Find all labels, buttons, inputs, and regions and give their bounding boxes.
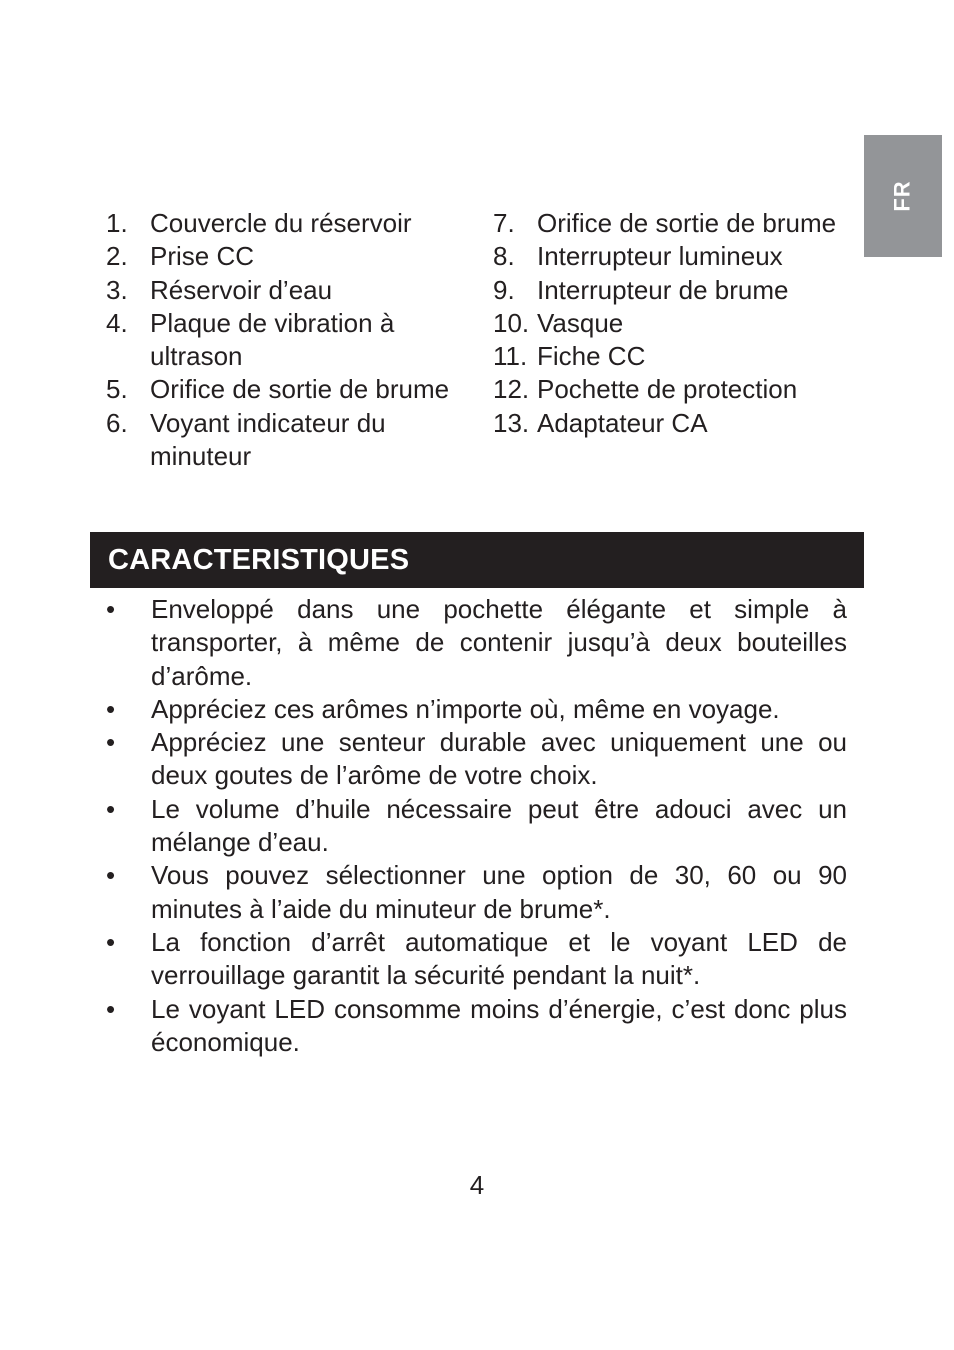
item-label: Interrupteur lumineux <box>537 241 783 272</box>
feature-text: Le volume d’huile nécessaire peut être adouci avec un mélange d’eau. <box>151 793 847 858</box>
list-item <box>106 373 476 406</box>
list-item <box>106 726 847 793</box>
parts-list-right <box>493 207 853 440</box>
item-label: Vasque <box>537 307 624 338</box>
list-item <box>493 274 853 307</box>
item-number: 9. <box>493 274 515 305</box>
item-label: Pochette de protection <box>537 374 798 405</box>
bullet-icon: • <box>106 860 116 891</box>
item-label: Fiche CC <box>537 341 646 372</box>
list-item <box>106 793 847 860</box>
item-label: Orifice de sortie de brume <box>537 208 837 238</box>
bullet-icon: • <box>106 993 116 1024</box>
item-number: 6. <box>106 407 128 438</box>
list-item <box>106 207 476 240</box>
feature-text: Appréciez une senteur durable avec uniquement une ou deux goutes de l’arôme de votre choix. <box>151 727 847 791</box>
feature-text: Le voyant LED consomme moins d’énergie, c’est donc plus économique. <box>151 993 847 1057</box>
list-item <box>493 340 853 373</box>
list-item <box>493 373 853 406</box>
list-item <box>106 593 847 693</box>
item-label: Prise CC <box>150 241 255 272</box>
item-number: 11. <box>493 341 528 372</box>
item-number: 8. <box>493 241 515 272</box>
list-item <box>106 274 476 307</box>
feature-text: Enveloppé dans une pochette élégante et simple à transporter, à même de contenir jusqu’à deux bouteilles d’arôme. <box>151 594 847 691</box>
bullet-icon: • <box>106 727 116 758</box>
feature-text: Vous pouvez sélectionner une option de 30, 60 ou 90 minutes à l’aide du minuteur de brume*. <box>151 860 847 924</box>
section-title: CARACTERISTIQUES <box>108 543 410 576</box>
list-item <box>493 240 853 273</box>
feature-text: La fonction d’arrêt automatique et le voyant LED de verrouillage garantit la sécurité pendant la nuit*. <box>151 926 847 991</box>
list-item <box>493 407 853 440</box>
item-number: 3. <box>106 274 128 305</box>
item-label: Interrupteur de brume <box>537 274 789 305</box>
list-item <box>106 926 847 993</box>
item-number: 10. <box>493 307 530 338</box>
page-number: 4 <box>469 1170 485 1200</box>
language-tab-label: FR <box>889 180 915 212</box>
item-label: Adaptateur CA <box>537 407 708 438</box>
item-number: 4. <box>106 307 128 338</box>
feature-text: Appréciez ces arômes n’importe où, même en voyage. <box>151 693 780 724</box>
list-item <box>106 859 847 926</box>
item-label: Couvercle du réservoir <box>150 208 412 238</box>
item-label: Réservoir d’eau <box>150 274 333 305</box>
list-item <box>493 207 853 240</box>
bullet-icon: • <box>106 793 116 824</box>
features-list <box>106 593 847 1059</box>
language-tab <box>864 135 942 257</box>
list-item <box>493 307 853 340</box>
item-number: 7. <box>493 208 515 238</box>
list-item <box>106 307 476 374</box>
item-number: 13. <box>493 407 530 438</box>
item-label: Voyant indicateur du minuteur <box>150 407 386 472</box>
list-item <box>106 993 847 1060</box>
list-item <box>106 240 476 273</box>
item-number: 12. <box>493 374 530 405</box>
bullet-icon: • <box>106 594 116 624</box>
item-label: Plaque de vibration à ultrason <box>150 307 395 372</box>
item-number: 2. <box>106 241 128 272</box>
item-number: 1. <box>106 208 128 238</box>
bullet-icon: • <box>106 926 116 957</box>
item-number: 5. <box>106 374 128 405</box>
parts-list-left <box>106 207 476 473</box>
list-item <box>106 407 476 474</box>
item-label: Orifice de sortie de brume <box>150 374 450 405</box>
bullet-icon: • <box>106 693 116 724</box>
list-item <box>106 693 847 726</box>
section-header <box>90 532 864 588</box>
